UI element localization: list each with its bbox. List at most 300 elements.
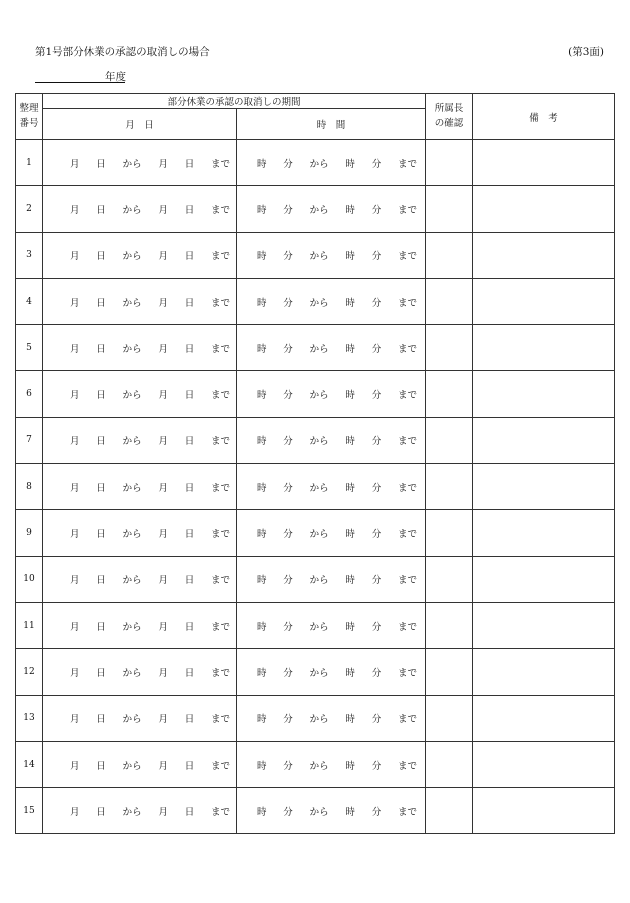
row-number: 8 bbox=[16, 464, 43, 510]
time-part: まで bbox=[397, 482, 417, 494]
date-part: 日 bbox=[96, 806, 106, 818]
header-time: 時 間 bbox=[237, 109, 426, 140]
date-part: 日 bbox=[184, 482, 195, 494]
row-number: 11 bbox=[16, 602, 43, 648]
time-part: 分 bbox=[283, 204, 293, 216]
date-part: 日 bbox=[96, 251, 106, 263]
time-range-text bbox=[237, 480, 425, 494]
time-part: 時 bbox=[257, 667, 267, 679]
time-range-text bbox=[237, 387, 425, 401]
supervisor-confirmation-cell[interactable] bbox=[426, 788, 473, 834]
time-part: 時 bbox=[257, 621, 267, 633]
date-part: 月 bbox=[70, 667, 80, 679]
date-part: から bbox=[122, 760, 142, 772]
table-row bbox=[16, 510, 615, 556]
remarks-cell[interactable] bbox=[473, 417, 615, 463]
time-part: 時 bbox=[257, 158, 267, 170]
time-part: 時 bbox=[345, 251, 355, 263]
date-part: 日 bbox=[184, 436, 195, 448]
date-range-cell[interactable] bbox=[43, 186, 237, 232]
row-number: 14 bbox=[16, 741, 43, 787]
date-part: 月 bbox=[158, 390, 168, 402]
time-range-cell[interactable] bbox=[237, 649, 426, 695]
date-part: 日 bbox=[184, 714, 195, 726]
date-part: 月 bbox=[158, 529, 168, 541]
remarks-cell[interactable] bbox=[473, 186, 615, 232]
table-row bbox=[16, 417, 615, 463]
table-row bbox=[16, 140, 615, 186]
date-part: まで bbox=[210, 621, 230, 633]
date-range-text bbox=[43, 387, 236, 401]
time-part: 分 bbox=[283, 760, 293, 772]
date-part: 日 bbox=[184, 575, 195, 587]
time-part: 時 bbox=[257, 529, 267, 541]
date-range-text bbox=[43, 433, 236, 447]
date-range-text bbox=[43, 665, 236, 679]
date-range-cell[interactable] bbox=[43, 464, 237, 510]
date-part: 日 bbox=[184, 667, 195, 679]
time-part: から bbox=[309, 806, 329, 818]
remarks-cell[interactable] bbox=[473, 695, 615, 741]
time-range-cell[interactable] bbox=[237, 741, 426, 787]
time-range-text bbox=[237, 804, 425, 818]
date-part: 日 bbox=[96, 436, 106, 448]
date-part: 月 bbox=[70, 390, 80, 402]
time-part: まで bbox=[397, 621, 417, 633]
time-range-cell[interactable] bbox=[237, 232, 426, 278]
time-range-cell[interactable] bbox=[237, 325, 426, 371]
time-part: 時 bbox=[257, 760, 267, 772]
time-range-text bbox=[237, 619, 425, 633]
date-part: まで bbox=[210, 204, 230, 216]
time-part: 時 bbox=[257, 390, 267, 402]
date-range-text bbox=[43, 480, 236, 494]
date-part: から bbox=[122, 575, 142, 587]
date-part: から bbox=[122, 621, 142, 633]
time-part: 分 bbox=[371, 436, 382, 448]
header-serial-number-text: 整理 番号 bbox=[19, 103, 39, 129]
date-range-cell[interactable] bbox=[43, 278, 237, 324]
time-part: 分 bbox=[283, 714, 293, 726]
date-part: から bbox=[122, 158, 142, 170]
date-part: 日 bbox=[96, 667, 106, 679]
date-part: 日 bbox=[96, 714, 106, 726]
date-part: 日 bbox=[184, 343, 195, 355]
date-part: 日 bbox=[96, 158, 106, 170]
date-part: 日 bbox=[184, 529, 195, 541]
time-part: 時 bbox=[345, 667, 355, 679]
date-part: 月 bbox=[70, 806, 80, 818]
time-part: 分 bbox=[283, 343, 293, 355]
row-number: 7 bbox=[16, 417, 43, 463]
supervisor-confirmation-cell[interactable] bbox=[426, 186, 473, 232]
time-range-text bbox=[237, 248, 425, 262]
table-row bbox=[16, 695, 615, 741]
time-part: 時 bbox=[257, 204, 267, 216]
date-part: まで bbox=[210, 158, 230, 170]
date-part: 月 bbox=[70, 343, 80, 355]
date-range-text bbox=[43, 711, 236, 725]
page-number: (第3面) bbox=[568, 46, 604, 58]
header-supervisor-confirmation bbox=[426, 94, 473, 140]
date-part: 日 bbox=[96, 482, 106, 494]
date-part: 月 bbox=[158, 760, 168, 772]
date-part: 日 bbox=[96, 390, 106, 402]
header-period-title: 部分休業の承認の取消しの期間 bbox=[43, 94, 426, 109]
time-range-cell[interactable] bbox=[237, 417, 426, 463]
date-range-cell[interactable] bbox=[43, 325, 237, 371]
supervisor-confirmation-cell[interactable] bbox=[426, 371, 473, 417]
row-number: 4 bbox=[16, 278, 43, 324]
date-part: 月 bbox=[158, 343, 168, 355]
time-part: 時 bbox=[345, 343, 355, 355]
time-part: 時 bbox=[345, 529, 355, 541]
supervisor-confirmation-cell[interactable] bbox=[426, 695, 473, 741]
date-part: 月 bbox=[70, 204, 80, 216]
row-number: 3 bbox=[16, 232, 43, 278]
date-range-text bbox=[43, 341, 236, 355]
date-part: 月 bbox=[70, 251, 80, 263]
supervisor-confirmation-cell[interactable] bbox=[426, 325, 473, 371]
time-part: 分 bbox=[283, 667, 293, 679]
time-part: まで bbox=[397, 575, 417, 587]
remarks-cell[interactable] bbox=[473, 232, 615, 278]
remarks-cell[interactable] bbox=[473, 278, 615, 324]
date-part: 月 bbox=[70, 575, 80, 587]
date-part: まで bbox=[210, 806, 230, 818]
date-part: 日 bbox=[184, 621, 195, 633]
supervisor-confirmation-cell[interactable] bbox=[426, 649, 473, 695]
date-part: 日 bbox=[184, 297, 195, 309]
date-part: から bbox=[122, 251, 142, 263]
table-row bbox=[16, 232, 615, 278]
date-part: から bbox=[122, 436, 142, 448]
time-part: まで bbox=[397, 343, 417, 355]
supervisor-confirmation-cell[interactable] bbox=[426, 741, 473, 787]
time-part: から bbox=[309, 251, 329, 263]
date-part: まで bbox=[210, 714, 230, 726]
time-part: から bbox=[309, 158, 329, 170]
remarks-cell[interactable] bbox=[473, 741, 615, 787]
date-range-text bbox=[43, 156, 236, 170]
date-range-text bbox=[43, 295, 236, 309]
row-number: 2 bbox=[16, 186, 43, 232]
time-part: から bbox=[309, 529, 329, 541]
date-part: 日 bbox=[184, 204, 195, 216]
header-serial-number bbox=[16, 94, 43, 140]
time-part: 時 bbox=[257, 714, 267, 726]
time-part: まで bbox=[397, 158, 417, 170]
date-part: 日 bbox=[184, 390, 195, 402]
date-part: から bbox=[122, 297, 142, 309]
date-part: 月 bbox=[70, 760, 80, 772]
time-part: から bbox=[309, 482, 329, 494]
date-part: まで bbox=[210, 482, 230, 494]
time-range-text bbox=[237, 433, 425, 447]
time-part: 時 bbox=[257, 297, 267, 309]
date-part: 日 bbox=[96, 204, 106, 216]
date-range-cell[interactable] bbox=[43, 417, 237, 463]
time-part: 時 bbox=[345, 158, 355, 170]
time-part: 分 bbox=[283, 621, 293, 633]
date-part: 日 bbox=[184, 251, 195, 263]
time-range-cell[interactable] bbox=[237, 695, 426, 741]
remarks-cell[interactable] bbox=[473, 788, 615, 834]
time-part: 分 bbox=[371, 575, 382, 587]
time-part: 時 bbox=[345, 760, 355, 772]
date-part: 月 bbox=[158, 158, 168, 170]
header-supervisor-confirmation-text: 所属長 の確認 bbox=[434, 103, 464, 129]
date-part: まで bbox=[210, 529, 230, 541]
date-part: 日 bbox=[96, 621, 106, 633]
date-part: から bbox=[122, 343, 142, 355]
time-range-text bbox=[237, 665, 425, 679]
date-range-cell[interactable] bbox=[43, 649, 237, 695]
date-part: 月 bbox=[158, 667, 168, 679]
date-part: まで bbox=[210, 575, 230, 587]
date-part: 日 bbox=[96, 343, 106, 355]
time-part: から bbox=[309, 575, 329, 587]
supervisor-confirmation-cell[interactable] bbox=[426, 232, 473, 278]
supervisor-confirmation-cell[interactable] bbox=[426, 556, 473, 602]
time-part: 分 bbox=[371, 621, 382, 633]
date-part: まで bbox=[210, 390, 230, 402]
date-part: 日 bbox=[184, 158, 195, 170]
date-range-text bbox=[43, 572, 236, 586]
date-part: まで bbox=[210, 297, 230, 309]
time-range-text bbox=[237, 526, 425, 540]
time-part: 時 bbox=[345, 436, 355, 448]
time-range-cell[interactable] bbox=[237, 278, 426, 324]
time-range-cell[interactable] bbox=[237, 510, 426, 556]
date-range-cell[interactable] bbox=[43, 371, 237, 417]
remarks-cell[interactable] bbox=[473, 556, 615, 602]
date-part: から bbox=[122, 667, 142, 679]
time-part: まで bbox=[397, 760, 417, 772]
time-part: 分 bbox=[283, 251, 293, 263]
time-part: 時 bbox=[345, 621, 355, 633]
time-part: 時 bbox=[257, 436, 267, 448]
date-part: から bbox=[122, 529, 142, 541]
date-range-cell[interactable] bbox=[43, 788, 237, 834]
date-range-text bbox=[43, 619, 236, 633]
time-part: 時 bbox=[257, 482, 267, 494]
date-part: 月 bbox=[70, 529, 80, 541]
time-range-text bbox=[237, 295, 425, 309]
time-part: から bbox=[309, 204, 329, 216]
date-part: 日 bbox=[184, 806, 195, 818]
date-part: 月 bbox=[158, 575, 168, 587]
date-part: から bbox=[122, 390, 142, 402]
time-part: まで bbox=[397, 390, 417, 402]
date-part: 月 bbox=[158, 482, 168, 494]
time-part: 分 bbox=[283, 390, 293, 402]
year-label: 年度 bbox=[105, 71, 126, 83]
remarks-cell[interactable] bbox=[473, 510, 615, 556]
row-number: 13 bbox=[16, 695, 43, 741]
date-range-text bbox=[43, 758, 236, 772]
time-part: 時 bbox=[345, 390, 355, 402]
remarks-cell[interactable] bbox=[473, 325, 615, 371]
time-range-text bbox=[237, 202, 425, 216]
date-part: から bbox=[122, 806, 142, 818]
time-range-cell[interactable] bbox=[237, 556, 426, 602]
time-part: まで bbox=[397, 714, 417, 726]
time-part: から bbox=[309, 390, 329, 402]
date-range-cell[interactable] bbox=[43, 556, 237, 602]
date-part: から bbox=[122, 204, 142, 216]
date-part: 月 bbox=[70, 158, 80, 170]
time-part: まで bbox=[397, 436, 417, 448]
date-range-text bbox=[43, 804, 236, 818]
time-part: 時 bbox=[345, 297, 355, 309]
date-part: 日 bbox=[96, 760, 106, 772]
date-range-cell[interactable] bbox=[43, 510, 237, 556]
time-part: 分 bbox=[283, 575, 293, 587]
form-title: 第1号部分休業の承認の取消しの場合 bbox=[35, 46, 210, 58]
table-row bbox=[16, 371, 615, 417]
remarks-cell[interactable] bbox=[473, 371, 615, 417]
row-number: 12 bbox=[16, 649, 43, 695]
table-row bbox=[16, 325, 615, 371]
time-part: 分 bbox=[371, 714, 382, 726]
time-part: 分 bbox=[371, 390, 382, 402]
date-part: 月 bbox=[158, 204, 168, 216]
time-part: から bbox=[309, 667, 329, 679]
time-part: から bbox=[309, 436, 329, 448]
table-row bbox=[16, 788, 615, 834]
table-row bbox=[16, 602, 615, 648]
time-part: 時 bbox=[257, 251, 267, 263]
time-part: 分 bbox=[371, 482, 382, 494]
date-range-cell[interactable] bbox=[43, 140, 237, 186]
date-part: 月 bbox=[158, 806, 168, 818]
date-range-cell[interactable] bbox=[43, 741, 237, 787]
time-part: 時 bbox=[257, 343, 267, 355]
date-part: 日 bbox=[184, 760, 195, 772]
row-number: 9 bbox=[16, 510, 43, 556]
time-part: 分 bbox=[371, 204, 382, 216]
time-part: 分 bbox=[283, 158, 293, 170]
date-part: まで bbox=[210, 667, 230, 679]
time-part: 時 bbox=[345, 806, 355, 818]
row-number: 15 bbox=[16, 788, 43, 834]
supervisor-confirmation-cell[interactable] bbox=[426, 464, 473, 510]
date-part: 月 bbox=[158, 251, 168, 263]
date-part: 日 bbox=[96, 529, 106, 541]
time-part: まで bbox=[397, 251, 417, 263]
header-remarks: 備 考 bbox=[473, 94, 615, 140]
date-part: 日 bbox=[96, 297, 106, 309]
date-range-text bbox=[43, 202, 236, 216]
date-part: 月 bbox=[70, 297, 80, 309]
time-part: 分 bbox=[283, 436, 293, 448]
date-part: 月 bbox=[158, 436, 168, 448]
row-number: 10 bbox=[16, 556, 43, 602]
remarks-cell[interactable] bbox=[473, 140, 615, 186]
table-row bbox=[16, 649, 615, 695]
supervisor-confirmation-cell[interactable] bbox=[426, 510, 473, 556]
date-part: 日 bbox=[96, 575, 106, 587]
table-row bbox=[16, 741, 615, 787]
supervisor-confirmation-cell[interactable] bbox=[426, 417, 473, 463]
time-part: 分 bbox=[371, 251, 382, 263]
time-part: 分 bbox=[371, 343, 382, 355]
time-part: 分 bbox=[371, 806, 382, 818]
row-number: 1 bbox=[16, 140, 43, 186]
time-range-cell[interactable] bbox=[237, 140, 426, 186]
time-range-text bbox=[237, 711, 425, 725]
date-range-text bbox=[43, 248, 236, 262]
row-number: 6 bbox=[16, 371, 43, 417]
remarks-cell[interactable] bbox=[473, 602, 615, 648]
time-range-cell[interactable] bbox=[237, 602, 426, 648]
time-range-cell[interactable] bbox=[237, 464, 426, 510]
cancellation-period-table bbox=[15, 93, 615, 834]
date-part: から bbox=[122, 482, 142, 494]
date-range-cell[interactable] bbox=[43, 602, 237, 648]
date-part: まで bbox=[210, 251, 230, 263]
supervisor-confirmation-cell[interactable] bbox=[426, 140, 473, 186]
time-part: から bbox=[309, 714, 329, 726]
time-range-cell[interactable] bbox=[237, 371, 426, 417]
date-part: 月 bbox=[70, 482, 80, 494]
time-range-text bbox=[237, 572, 425, 586]
time-part: 分 bbox=[283, 529, 293, 541]
table-row bbox=[16, 556, 615, 602]
header-month-day: 月 日 bbox=[43, 109, 237, 140]
time-range-cell[interactable] bbox=[237, 186, 426, 232]
time-part: から bbox=[309, 621, 329, 633]
time-part: まで bbox=[397, 297, 417, 309]
date-part: 月 bbox=[70, 621, 80, 633]
time-part: 分 bbox=[371, 158, 382, 170]
time-part: 時 bbox=[257, 806, 267, 818]
date-part: 月 bbox=[158, 621, 168, 633]
table-row bbox=[16, 464, 615, 510]
time-part: 分 bbox=[283, 482, 293, 494]
time-part: から bbox=[309, 760, 329, 772]
table-row bbox=[16, 278, 615, 324]
remarks-cell[interactable] bbox=[473, 464, 615, 510]
date-range-cell[interactable] bbox=[43, 232, 237, 278]
supervisor-confirmation-cell[interactable] bbox=[426, 278, 473, 324]
time-range-text bbox=[237, 156, 425, 170]
time-part: 分 bbox=[283, 297, 293, 309]
row-number: 5 bbox=[16, 325, 43, 371]
time-part: 分 bbox=[371, 667, 382, 679]
time-part: 分 bbox=[371, 760, 382, 772]
date-part: まで bbox=[210, 343, 230, 355]
time-part: 分 bbox=[371, 529, 382, 541]
remarks-cell[interactable] bbox=[473, 649, 615, 695]
time-part: まで bbox=[397, 204, 417, 216]
time-part: から bbox=[309, 297, 329, 309]
supervisor-confirmation-cell[interactable] bbox=[426, 602, 473, 648]
time-part: 分 bbox=[283, 806, 293, 818]
date-part: まで bbox=[210, 760, 230, 772]
time-range-text bbox=[237, 758, 425, 772]
table-row bbox=[16, 186, 615, 232]
date-range-cell[interactable] bbox=[43, 695, 237, 741]
date-part: から bbox=[122, 714, 142, 726]
date-part: 月 bbox=[158, 714, 168, 726]
time-part: 時 bbox=[345, 482, 355, 494]
time-part: まで bbox=[397, 667, 417, 679]
date-part: 月 bbox=[70, 436, 80, 448]
time-range-cell[interactable] bbox=[237, 788, 426, 834]
time-part: まで bbox=[397, 529, 417, 541]
